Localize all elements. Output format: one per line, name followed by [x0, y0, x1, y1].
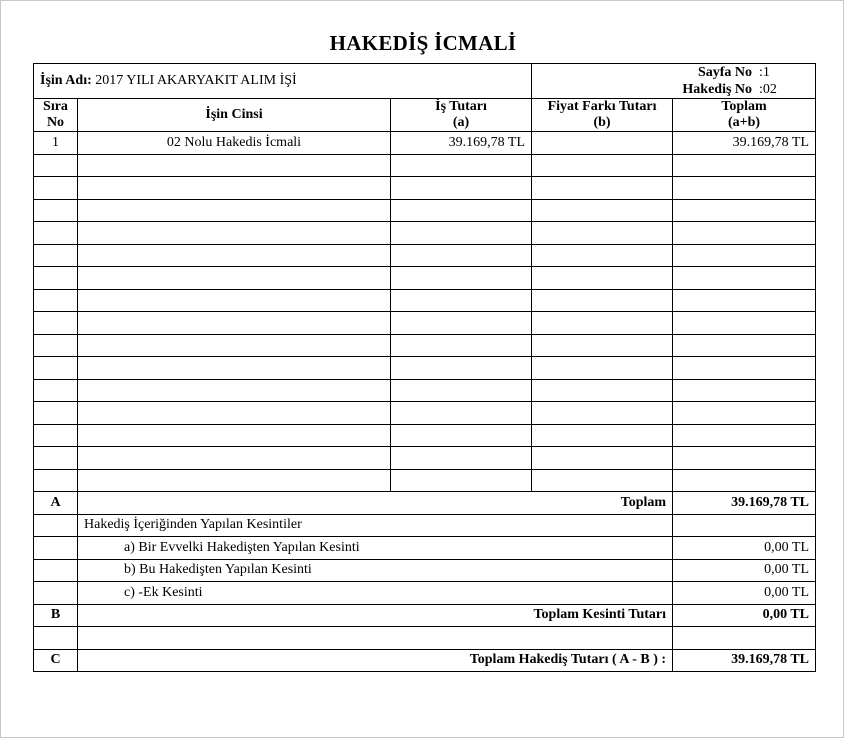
- row-is-tutari: 39.169,78 TL: [391, 132, 532, 155]
- empty-row: [34, 312, 816, 335]
- table-row: [34, 132, 816, 155]
- page-no-label: Sayfa No: [697, 65, 753, 80]
- hakedis-table: [33, 63, 816, 672]
- col-fiyat-farki: Fiyat Farkı Tutarı (b): [532, 99, 673, 132]
- deduction-value: 0,00 TL: [673, 537, 816, 560]
- deduction-row: [34, 559, 816, 582]
- summary-c-label: Toplam Hakediş Tutarı ( A - B ) :: [78, 649, 673, 672]
- deductions-title-row: [34, 514, 816, 537]
- empty-row: [34, 222, 816, 245]
- summary-a-code: A: [34, 492, 78, 515]
- deduction-value: 0,00 TL: [673, 559, 816, 582]
- deduction-label: a) Bir Evvelki Hakedişten Yapılan Kesinti: [78, 537, 673, 560]
- deduction-row: [34, 582, 816, 605]
- summary-c-value: 39.169,78 TL: [673, 649, 816, 672]
- summary-b-label: Toplam Kesinti Tutarı: [78, 604, 673, 627]
- empty-row: [34, 357, 816, 380]
- empty-rows: [34, 154, 816, 469]
- row-toplam: 39.169,78 TL: [673, 132, 816, 155]
- summary-a-row: [34, 492, 816, 515]
- column-header-row: [34, 99, 816, 132]
- deduction-label: b) Bu Hakedişten Yapılan Kesinti: [78, 559, 673, 582]
- page-meta-cell: [532, 64, 816, 99]
- job-name-cell: [34, 64, 532, 99]
- col-sira-no: Sıra No: [34, 99, 78, 132]
- summary-c-code: C: [34, 649, 78, 672]
- empty-row: [34, 244, 816, 267]
- hakedis-no-label: Hakediş No: [682, 82, 753, 97]
- summary-a-label: Toplam: [78, 492, 673, 515]
- empty-row: [34, 199, 816, 222]
- empty-row: [34, 154, 816, 177]
- empty-row: [34, 447, 816, 470]
- hakedis-no: :02: [759, 82, 777, 97]
- row-cinsi: 02 Nolu Hakedis İcmali: [78, 132, 391, 155]
- job-name: 2017 YILI AKARYAKIT ALIM İŞİ: [95, 73, 297, 88]
- empty-row: [34, 267, 816, 290]
- row-fiyat-farki: [532, 132, 673, 155]
- page-no: :1: [759, 65, 770, 80]
- empty-row: [34, 334, 816, 357]
- col-is-tutari: İş Tutarı (a): [391, 99, 532, 132]
- blank-row: [34, 627, 816, 650]
- summary-b-value: 0,00 TL: [673, 604, 816, 627]
- summary-c-row: [34, 649, 816, 672]
- header-row: [34, 64, 816, 99]
- spacer-row: [34, 469, 816, 492]
- empty-row: [34, 379, 816, 402]
- empty-row: [34, 402, 816, 425]
- col-isin-cinsi: İşin Cinsi: [78, 99, 391, 132]
- deduction-value: 0,00 TL: [673, 582, 816, 605]
- empty-row: [34, 177, 816, 200]
- empty-row: [34, 289, 816, 312]
- row-no: 1: [34, 132, 78, 155]
- deductions-title: Hakediş İçeriğinden Yapılan Kesintiler: [78, 514, 673, 537]
- summary-b-code: B: [34, 604, 78, 627]
- job-name-label: İşin Adı:: [40, 73, 92, 88]
- deduction-row: [34, 537, 816, 560]
- col-toplam: Toplam (a+b): [673, 99, 816, 132]
- deduction-label: c) -Ek Kesinti: [78, 582, 673, 605]
- empty-row: [34, 424, 816, 447]
- page-title: HAKEDİŞ İCMALİ: [329, 31, 517, 55]
- summary-b-row: [34, 604, 816, 627]
- summary-a-value: 39.169,78 TL: [673, 492, 816, 515]
